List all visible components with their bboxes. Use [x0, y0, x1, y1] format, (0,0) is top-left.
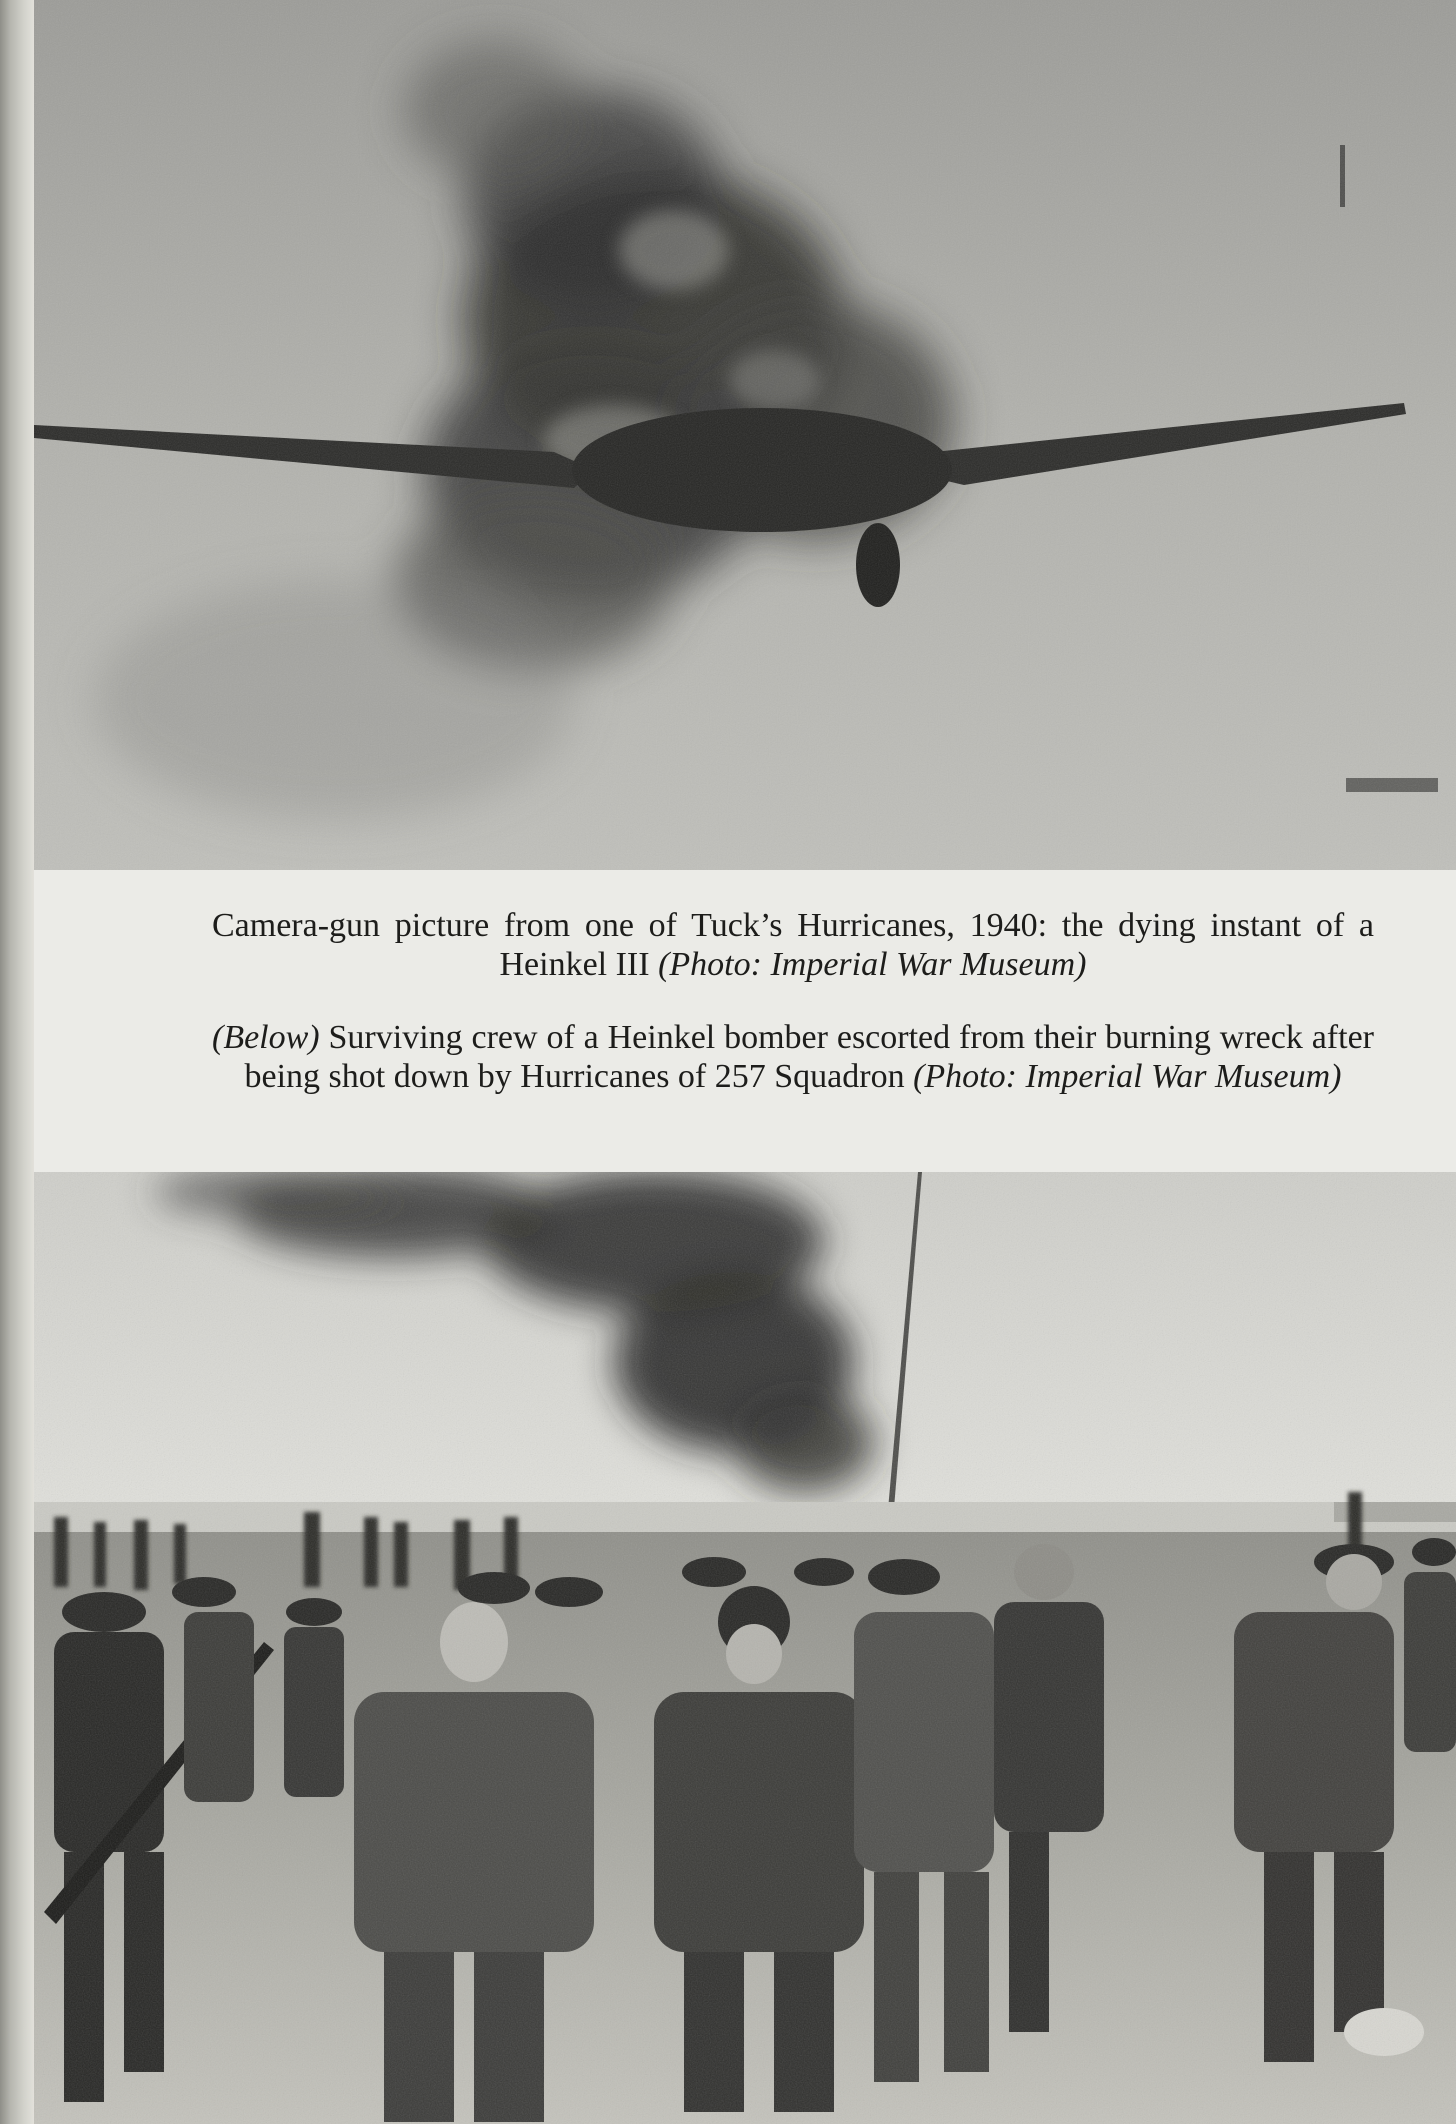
- burning-bomber-image: [34, 0, 1456, 870]
- escorted-crew-image: [34, 1172, 1456, 2124]
- caption-lead: (Below): [212, 1019, 320, 1056]
- page-gutter: [0, 0, 34, 2124]
- camera-gun-photo: [34, 0, 1456, 870]
- caption-band: [34, 870, 1456, 1172]
- top-photo-caption: [212, 906, 1374, 984]
- caption-text: Surviving crew of a Heinkel bomber escorted from their burning wreck after being shot down by Hurricanes of 257 Squadron: [244, 1019, 1374, 1095]
- prisoners-photo: [34, 1172, 1456, 2124]
- caption-text: Camera-gun picture from one of Tuck’s Hurricanes, 1940: the dying instant of a Heinkel III: [212, 907, 1374, 983]
- photo-credit: (Photo: Imperial War Museum): [658, 946, 1087, 983]
- photo-credit: (Photo: Imperial War Museum): [913, 1058, 1342, 1095]
- bottom-photo-caption: [212, 1018, 1374, 1096]
